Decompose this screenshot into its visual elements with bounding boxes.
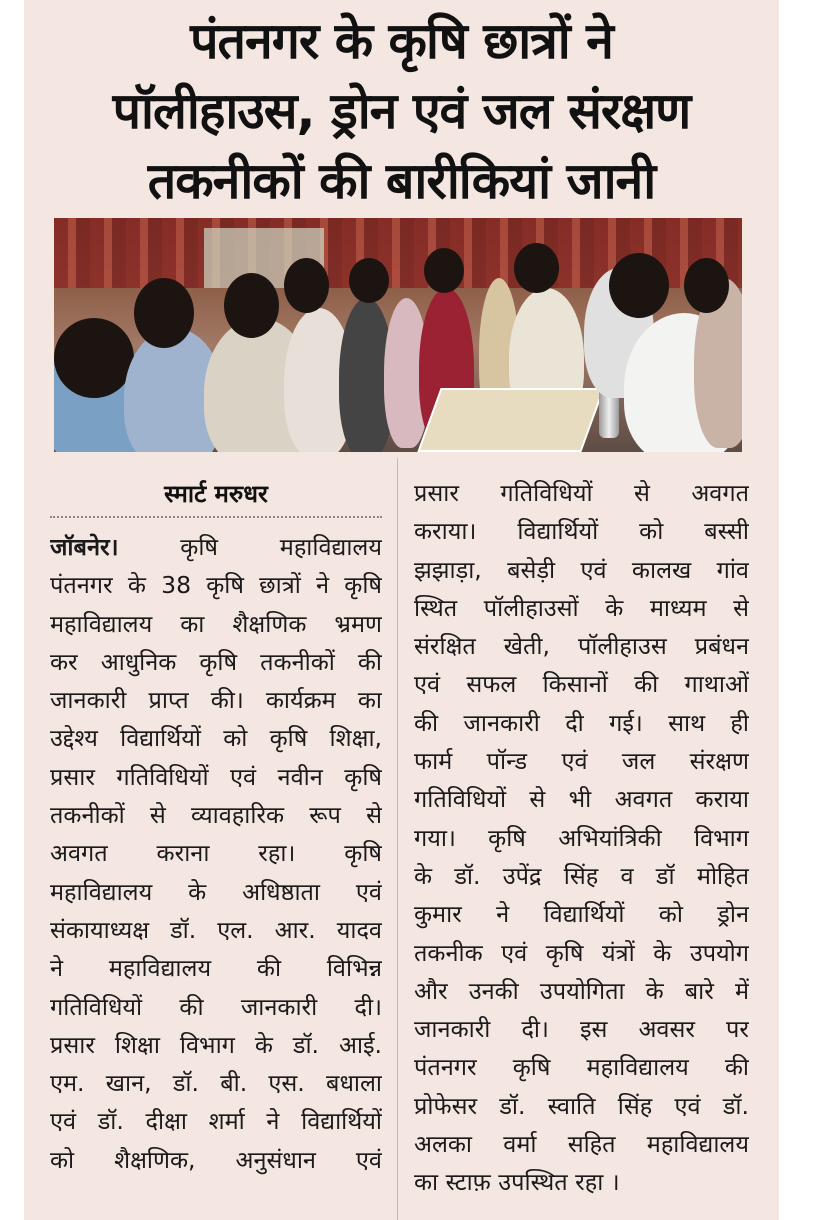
text-line: तकनीकों से व्यावहारिक रूप से bbox=[50, 801, 382, 830]
article-body-right bbox=[414, 474, 749, 1202]
photo-head bbox=[609, 253, 669, 318]
photo-head bbox=[349, 258, 389, 303]
text-line: तकनीक एवं कृषि यंत्रों के उपयोग bbox=[414, 938, 749, 967]
text-line: गतिविधियों से भी अवगत कराया bbox=[414, 785, 749, 814]
text-line: ने महाविद्यालय की विभिन्न bbox=[50, 954, 382, 983]
photo-head bbox=[54, 318, 134, 398]
text-line: पंतनगर के 38 कृषि छात्रों ने कृषि bbox=[50, 571, 382, 600]
article-column-right bbox=[414, 474, 749, 1202]
text-line: एम. खान, डॉ. बी. एस. बधाला bbox=[50, 1069, 382, 1098]
text-line: गतिविधियों की जानकारी दी। bbox=[50, 992, 382, 1021]
text-line: फार्म पॉन्ड एवं जल संरक्षण bbox=[414, 747, 749, 776]
news-clipping bbox=[24, 0, 779, 1220]
text-line: की जानकारी दी गई। साथ ही bbox=[414, 708, 749, 737]
text-line: महाविद्यालय के अधिष्ठाता एवं bbox=[50, 877, 382, 906]
text-line: पंतनगर कृषि महाविद्यालय की bbox=[414, 1053, 749, 1082]
headline bbox=[24, 6, 779, 216]
text-line-content: कृषि महाविद्यालय bbox=[118, 533, 382, 561]
text-line: कर आधुनिक कृषि तकनीकों की bbox=[50, 647, 382, 676]
text-line: कुमार ने विद्यार्थियों को ड्रोन bbox=[414, 900, 749, 929]
text-line: महाविद्यालय का शैक्षणिक भ्रमण bbox=[50, 609, 382, 638]
text-line: संरक्षित खेती, पॉलीहाउस प्रबंधन bbox=[414, 632, 749, 661]
text-line: जानकारी प्राप्त की। कार्यक्रम का bbox=[50, 686, 382, 715]
text-line: झझाड़ा, बसेड़ी एवं कालख गांव bbox=[414, 555, 749, 584]
text-line: प्रोफेसर डॉ. स्वाति सिंह एवं डॉ. bbox=[414, 1091, 749, 1120]
text-line: एवं सफल किसानों की गाथाओं bbox=[414, 670, 749, 699]
text-line: प्रसार शिक्षा विभाग के डॉ. आई. bbox=[50, 1030, 382, 1059]
text-line: स्थित पॉलीहाउसों के माध्यम से bbox=[414, 593, 749, 622]
text-line: को शैक्षणिक, अनुसंधान एवं bbox=[50, 1145, 382, 1174]
text-line: अलका वर्मा सहित महाविद्यालय bbox=[414, 1130, 749, 1159]
article-body-left bbox=[50, 528, 382, 1179]
text-line: प्रसार गतिविधियों एवं नवीन कृषि bbox=[50, 762, 382, 791]
headline-line-1: पंतनगर के कृषि छात्रों ने bbox=[190, 12, 613, 70]
text-line: उद्देश्य विद्यार्थियों को कृषि शिक्षा, bbox=[50, 724, 382, 753]
dateline: जॉबनेर। bbox=[50, 533, 119, 561]
photo-head bbox=[684, 258, 729, 313]
photo-head bbox=[284, 258, 329, 313]
text-line: गया। कृषि अभियांत्रिकी विभाग bbox=[414, 823, 749, 852]
text-line: अवगत कराना रहा। कृषि bbox=[50, 839, 382, 868]
photo-head bbox=[134, 278, 194, 348]
byline: स्मार्ट मरुधर bbox=[164, 480, 268, 508]
photo-head bbox=[424, 248, 464, 293]
photo-head bbox=[224, 273, 279, 338]
text-line: का स्टाफ़ उपस्थित रहा । bbox=[414, 1168, 620, 1197]
text-line: जानकारी दी। इस अवसर पर bbox=[414, 1015, 749, 1044]
text-line: प्रसार गतिविधियों से अवगत bbox=[414, 479, 749, 507]
news-photo bbox=[54, 218, 742, 452]
text-line: संकायाध्यक्ष डॉ. एल. आर. यादव bbox=[50, 915, 382, 944]
column-divider bbox=[397, 458, 398, 1220]
headline-line-2: पॉलीहाउस, ड्रोन एवं जल संरक्षण bbox=[112, 82, 691, 140]
text-line: कराया। विद्यार्थियों को बस्सी bbox=[414, 517, 749, 546]
photo-polyhouse-model bbox=[417, 388, 604, 452]
article-column-left bbox=[50, 474, 382, 1179]
text-line: और उनकी उपयोगिता के बारे में bbox=[414, 976, 749, 1005]
text-line: एवं डॉ. दीक्षा शर्मा ने विद्यार्थियों bbox=[50, 1107, 382, 1136]
photo-head bbox=[514, 243, 559, 293]
text-line: के डॉ. उपेंद्र सिंह व डॉ मोहित bbox=[414, 861, 749, 890]
headline-line-3: तकनीकों की बारीकियां जानी bbox=[147, 152, 656, 210]
text-line bbox=[50, 528, 382, 566]
byline-divider bbox=[50, 514, 382, 518]
